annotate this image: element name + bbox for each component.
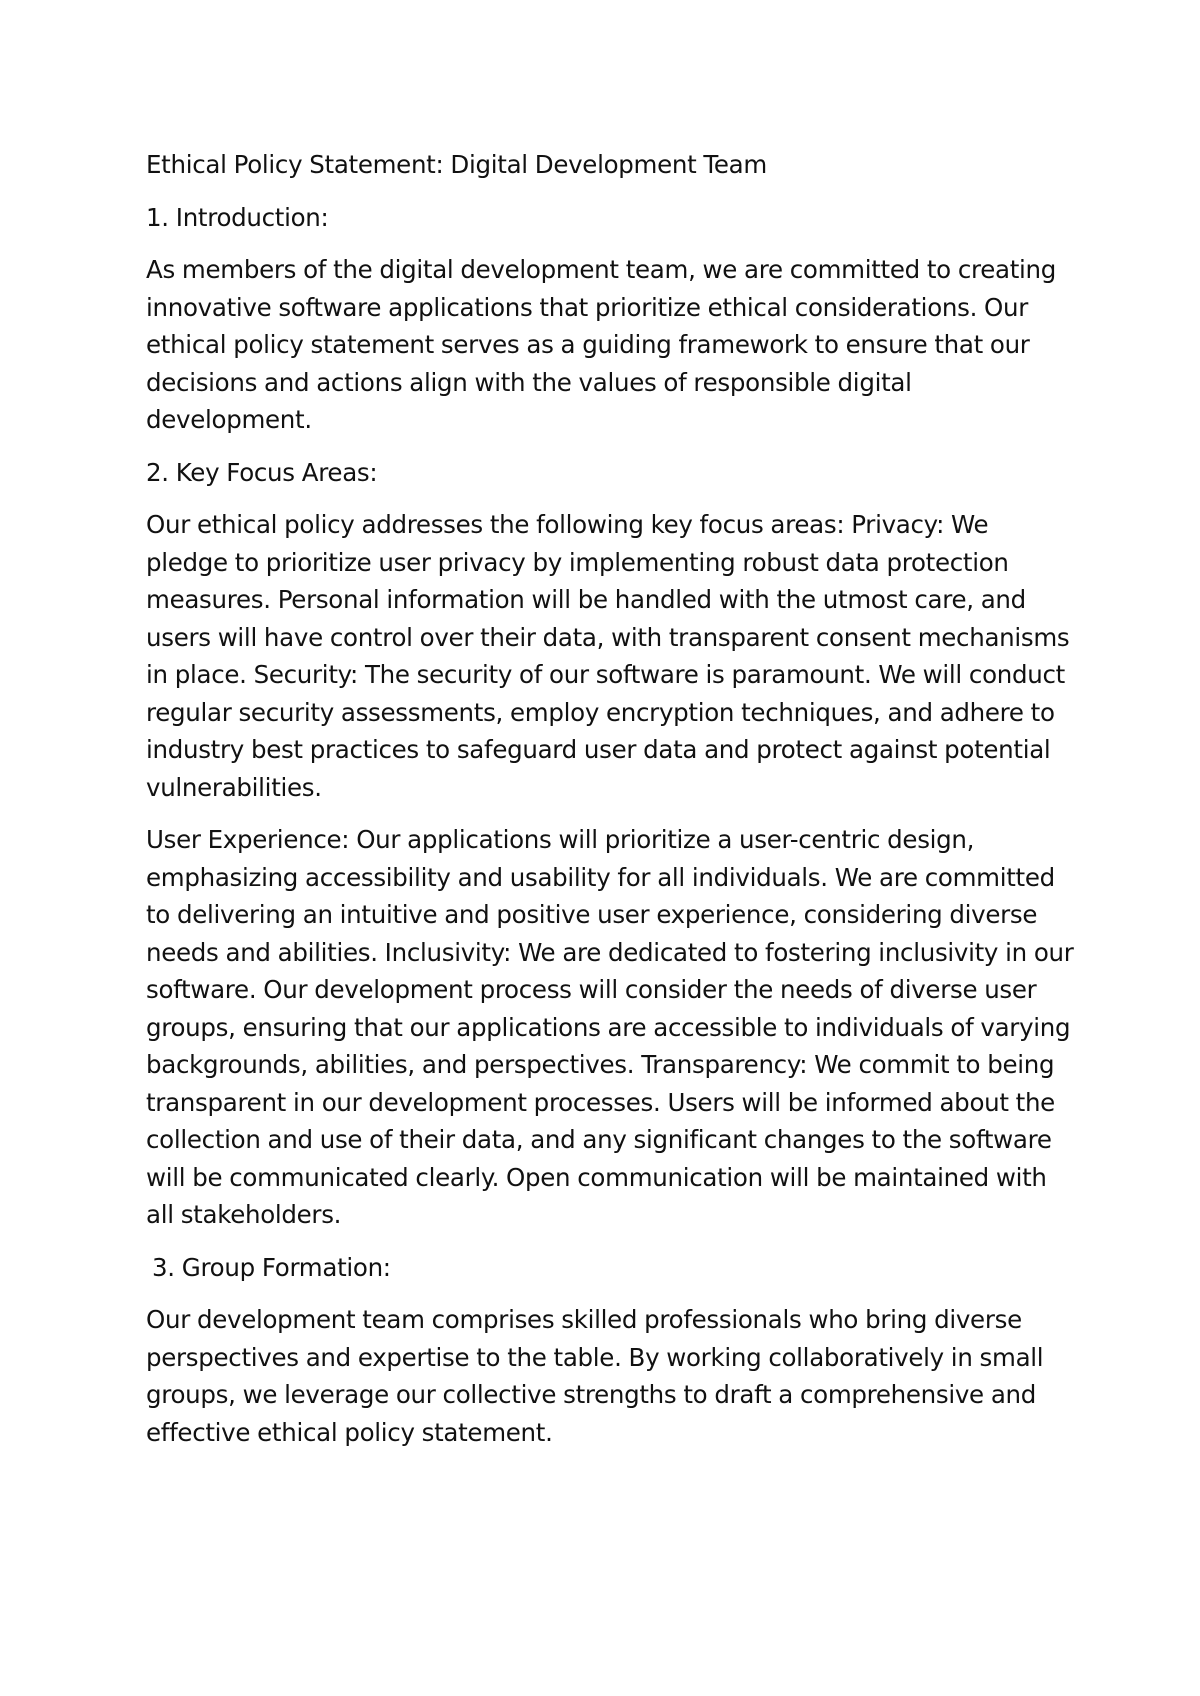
- section-heading-group-formation: 3. Group Formation:: [152, 1252, 391, 1282]
- section-heading-key-focus-areas: 2. Key Focus Areas:: [146, 457, 378, 487]
- document-body: [146, 146, 1076, 1466]
- paragraph-user-experience: User Experience: Our applications will prioritize a user-centric design, emphasizing accessibility and usability for all individuals. We are committed to delivering an intuitive and positive user experience, considering diverse needs and abilities. Inclusivity: We are dedicated to fostering inclusivity in our software. Our development process will consider the needs of diverse user groups, ensuring that our applications are accessible to individuals of varying backgrounds, abilities, and perspectives. Transparency: We commit to being transparent in our development processes. Users will be informed about the collection and use of their data, and any significant changes to the software will be communicated clearly. Open communication will be maintained with all stakeholders.: [146, 825, 1074, 1229]
- paragraph-introduction: As members of the digital development team, we are committed to creating innovative software applications that prioritize ethical considerations. Our ethical policy statement serves as a guiding framework to ensure that our decisions and actions align with the values of responsible digital development.: [146, 255, 1057, 434]
- paragraph-group-formation: Our development team comprises skilled professionals who bring diverse perspectives and expertise to the table. By working collaboratively in small groups, we leverage our collective strengths to draft a comprehensive and effective ethical policy statement.: [146, 1305, 1044, 1447]
- paragraph-privacy-security: Our ethical policy addresses the following key focus areas: Privacy: We pledge to prioritize user privacy by implementing robust data protection measures. Personal information will be handled with the utmost care, and users will have control over their data, with transparent consent mechanisms in place. Security: The security of our software is paramount. We will conduct regular security assessments, employ encryption techniques, and adhere to industry best practices to safeguard user data and protect against potential vulnerabilities.: [146, 510, 1070, 802]
- section-heading-introduction: 1. Introduction:: [146, 202, 329, 232]
- document-title: Ethical Policy Statement: Digital Development Team: [146, 150, 767, 179]
